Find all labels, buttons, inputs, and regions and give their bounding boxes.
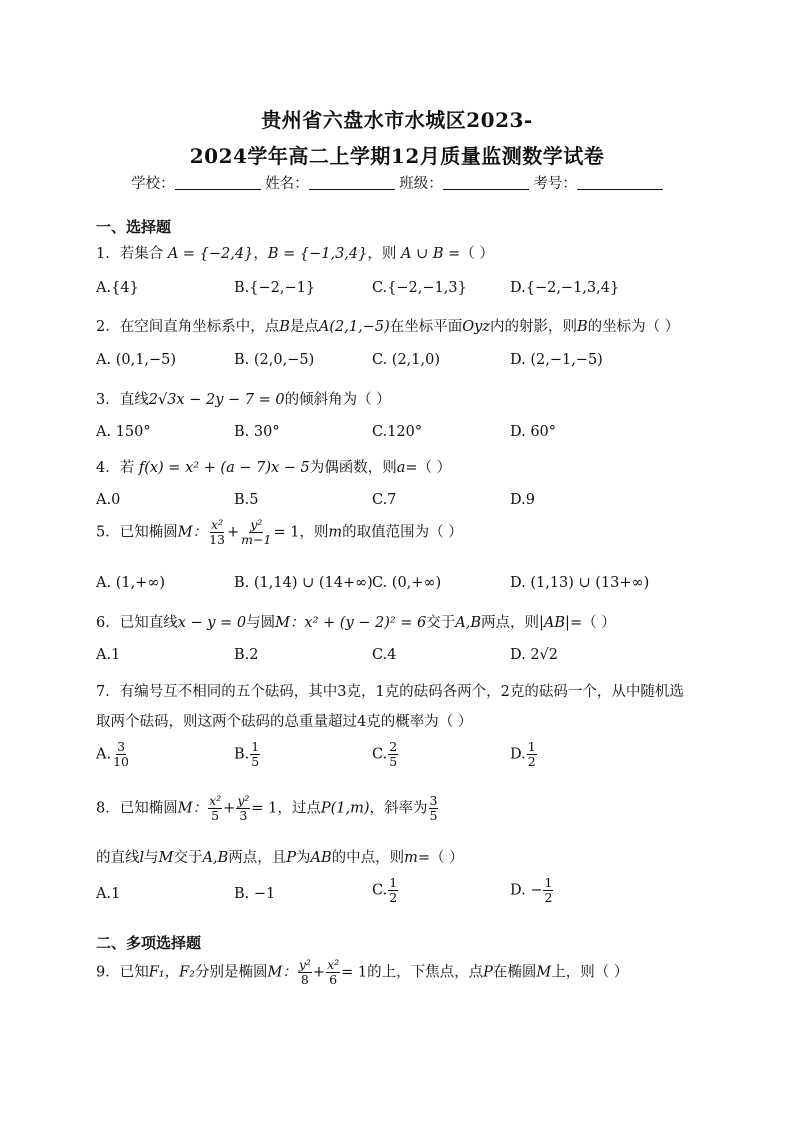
q9-end: 上，则（ ）: [551, 964, 629, 981]
q8-line-l: l: [139, 850, 145, 866]
q8-d-fraction: [543, 876, 553, 905]
question-1: [96, 242, 494, 263]
q2-option-b[interactable]: [234, 352, 314, 368]
exam-no-label: 考号：: [533, 176, 577, 192]
q9-foci: F₁，F₂: [148, 964, 195, 981]
q5-option-c[interactable]: [372, 575, 441, 591]
q6-d-value: 2√2: [530, 647, 559, 663]
class-blank[interactable]: [443, 189, 529, 190]
question-3: [96, 388, 391, 409]
q8-option-a[interactable]: A.1: [96, 886, 121, 902]
q5-a-value: (1,+∞): [115, 575, 166, 591]
q3-option-a[interactable]: [96, 424, 151, 440]
q7-a-den: 10: [113, 754, 129, 769]
q1-b-value: {−2,−1}: [249, 280, 316, 296]
question-9: [96, 958, 628, 987]
q7-option-b[interactable]: [234, 740, 261, 769]
title-line-1: 贵州省六盘水市水城区2023-: [261, 108, 533, 132]
question-6: [96, 611, 616, 632]
q4-end: =（ ）: [405, 460, 452, 476]
q8-stem: 8．已知椭圆: [96, 800, 178, 817]
q8-k-den: 5: [429, 808, 438, 823]
q7-a-num: 3: [117, 739, 126, 754]
q5-f2-den: m−1: [241, 532, 272, 547]
q7-d-label: D.: [510, 746, 526, 763]
q7-b-fraction: [250, 740, 260, 769]
q2-d-label: D.: [510, 352, 526, 368]
q3-b-value: 30°: [253, 424, 280, 440]
q1-c-label: C.: [372, 280, 388, 296]
q7-b-label: B.: [234, 746, 250, 763]
q8-f1-den: 5: [211, 808, 220, 823]
question-8-line-2: [96, 846, 464, 867]
q6-points: A,B: [455, 615, 482, 631]
q3-d-value: 60°: [530, 424, 557, 440]
q6-stem: 6．已知直线: [96, 615, 178, 631]
q2-option-a[interactable]: [96, 352, 176, 368]
q7-d-den: 2: [527, 754, 536, 769]
q3-a-value: 150°: [115, 424, 151, 440]
q8-c-den: 2: [389, 890, 398, 905]
q8-mid1: ，过点: [277, 800, 321, 817]
title-line-2: 2024学年高二上学期12月质量监测数学试卷: [189, 144, 605, 168]
q9-f2-den: 6: [329, 972, 338, 987]
q5-d-label: D.: [510, 575, 526, 591]
q1-expr: A ∪ B: [400, 246, 444, 262]
question-8-line-1: [96, 794, 439, 823]
q2-var-b2: B: [576, 319, 588, 335]
school-blank[interactable]: [175, 189, 261, 190]
q9-f1-den: 8: [300, 972, 309, 987]
q1-b-label: B.: [234, 280, 250, 296]
q4-option-c[interactable]: C.7: [372, 492, 397, 508]
q8-c-label: C.: [372, 882, 388, 899]
q5-option-a[interactable]: [96, 575, 165, 591]
q7-d-num: 1: [527, 739, 536, 754]
q5-end: 的取值范围为（ ）: [342, 524, 463, 541]
student-info-line: [0, 172, 794, 193]
q9-mid2: 的上，下焦点，点: [367, 964, 484, 981]
q1-end: =（ ）: [448, 246, 494, 262]
q1-a-value: {4}: [111, 280, 139, 296]
exam-no-blank[interactable]: [577, 189, 663, 190]
q2-a-label: A.: [96, 352, 112, 368]
q5-stem: 5．已知椭圆: [96, 524, 178, 541]
q8-p: P: [286, 850, 297, 866]
q7-a-fraction: [112, 740, 130, 769]
q8-ab2: AB: [310, 850, 332, 866]
q8-d-num: 1: [544, 875, 553, 890]
q7-c-den: 5: [389, 754, 398, 769]
name-label: 姓名：: [265, 176, 309, 192]
q8-d-den: 2: [544, 890, 553, 905]
q8-d-label: D.: [510, 882, 526, 899]
q9-mid3: 在椭圆: [492, 964, 537, 981]
q3-stem: 3．直线: [96, 392, 149, 408]
q3-option-c[interactable]: [372, 424, 422, 440]
q5-eq: = 1: [273, 524, 300, 541]
q8-fraction-1: [208, 794, 222, 823]
q8-f2-num: y²: [237, 793, 250, 808]
q9-fraction-2: [326, 958, 340, 987]
q8-l2-f: 的中点，则: [331, 850, 405, 866]
q4-mid: 为偶函数，则: [309, 460, 397, 476]
q9-f2-num: x²: [327, 957, 340, 972]
q8-f2-den: 3: [239, 808, 248, 823]
q4-var: a: [396, 460, 406, 476]
q2-option-c[interactable]: [372, 352, 440, 368]
q9-stem: 9．已知: [96, 964, 149, 981]
q8-option-c[interactable]: [372, 876, 399, 905]
q5-m: M：: [177, 524, 208, 541]
q1-option-d[interactable]: [510, 280, 619, 296]
q3-option-d[interactable]: [510, 424, 556, 440]
q2-c-value: (2,1,0): [391, 352, 441, 368]
q1-option-b[interactable]: [234, 280, 315, 296]
q8-fraction-2: [236, 794, 250, 823]
q9-eq: = 1: [341, 964, 368, 981]
q3-a-label: A.: [96, 424, 112, 440]
q8-l2-b: 与: [144, 850, 159, 866]
q8-l2-a: 的直线: [96, 850, 140, 866]
question-4: [96, 456, 451, 477]
q9-mid1: 分别是椭圆: [194, 964, 268, 981]
q1-option-a[interactable]: [96, 280, 139, 296]
q5-plus: +: [227, 524, 240, 541]
q8-eq: = 1: [251, 800, 278, 817]
q2-mid1: 是点: [289, 319, 319, 335]
question-7-line-1: 7．有编号互不相同的五个砝码，其中3克，1克的砝码各两个，2克的砝码一个，从中随机选: [96, 684, 684, 700]
q5-option-d[interactable]: [510, 575, 649, 591]
q6-mid2: 交于: [426, 615, 456, 631]
q5-option-b[interactable]: [234, 575, 373, 591]
q9-p: P: [483, 964, 493, 981]
q8-l2-e: 为: [296, 850, 311, 866]
q7-option-c[interactable]: [372, 740, 399, 769]
q8-b-value: −1: [253, 886, 276, 902]
q2-var-b: B: [279, 319, 290, 335]
q7-option-a[interactable]: [96, 740, 131, 769]
q7-c-fraction: [388, 740, 398, 769]
name-blank[interactable]: [309, 189, 395, 190]
q8-option-d[interactable]: [510, 876, 554, 905]
q4-option-a[interactable]: A.0: [96, 492, 121, 508]
q9-m2: M: [536, 964, 552, 981]
question-2: [96, 315, 679, 336]
q5-b-label: B.: [234, 575, 250, 591]
q4-option-d[interactable]: D.9: [510, 492, 535, 508]
q1-ask: ，则: [367, 246, 397, 262]
q8-option-b[interactable]: [234, 886, 275, 902]
q6-option-a[interactable]: A.1: [96, 647, 121, 663]
q1-option-c[interactable]: [372, 280, 467, 296]
q6-option-b[interactable]: B.2: [234, 647, 259, 663]
q5-mid: ，则: [299, 524, 329, 541]
q8-l2-c: 交于: [173, 850, 203, 866]
q7-option-d[interactable]: [510, 740, 538, 769]
q5-var: m: [328, 524, 343, 541]
q9-f1-num: y²: [298, 957, 311, 972]
q6-ab: |AB|: [539, 615, 570, 631]
q5-c-label: C.: [372, 575, 388, 591]
q8-plus: +: [223, 800, 236, 817]
q6-option-d[interactable]: [510, 647, 558, 663]
q5-f1-num: x²: [211, 517, 224, 532]
q3-end: 的倾斜角为（ ）: [284, 392, 391, 408]
q8-k-num: 3: [429, 793, 438, 808]
q5-f2-num: y²: [250, 517, 263, 532]
q8-m: M：: [177, 800, 208, 817]
q8-m2: M: [158, 850, 174, 866]
q9-plus: +: [312, 964, 326, 981]
q8-mid2: ，斜率为: [369, 800, 428, 817]
q3-equation: 2√3x − 2y − 7 = 0: [148, 392, 285, 408]
q2-d-value: (2,−1,−5): [530, 352, 603, 368]
q5-fraction-1: [208, 518, 226, 547]
q8-f1-num: x²: [209, 793, 222, 808]
q1-set-b: B = {−1,3,4}: [267, 246, 368, 262]
q6-mid3: 两点，则: [481, 615, 540, 631]
q6-circle: M：x² + (y − 2)² = 6: [275, 615, 427, 631]
q2-end: 的坐标为（ ）: [587, 319, 680, 335]
q2-stem: 2．在空间直角坐标系中，点: [96, 319, 280, 335]
q2-c-label: C.: [372, 352, 388, 368]
q3-c-label: C.: [372, 424, 388, 440]
school-label: 学校：: [131, 176, 175, 192]
q7-c-label: C.: [372, 746, 388, 763]
section-heading-multi-choice: 二、多项选择题: [96, 934, 202, 952]
q2-mid3: 内的射影，则: [489, 319, 577, 335]
q2-a-value: (0,1,−5): [115, 352, 177, 368]
q2-option-d[interactable]: [510, 352, 603, 368]
q4-function: f(x) = x² + (a − 7)x − 5: [138, 460, 310, 476]
q7-d-fraction: [527, 740, 537, 769]
q8-end: =（ ）: [417, 850, 464, 866]
q1-d-label: D.: [510, 280, 526, 296]
q8-l2-d: 两点，且: [228, 850, 287, 866]
q7-b-num: 1: [251, 739, 260, 754]
q2-b-value: (2,0,−5): [253, 352, 315, 368]
question-7-line-2: 取两个砝码，则这两个砝码的总重量超过4克的概率为（ ）: [96, 714, 473, 730]
q6-line: x − y = 0: [177, 615, 247, 631]
q8-b-label: B.: [234, 886, 250, 902]
q3-c-value: 120°: [387, 424, 423, 440]
q7-c-num: 2: [389, 739, 398, 754]
q1-stem: 1．若集合: [96, 246, 164, 262]
q6-end: =（ ）: [569, 615, 616, 631]
q8-var-m: m: [404, 850, 418, 866]
q5-b-value: (1,14) ∪ (14+∞): [253, 575, 373, 591]
q2-plane: Oyz: [462, 319, 490, 335]
q6-option-c[interactable]: C.4: [372, 647, 397, 663]
q4-option-b[interactable]: B.5: [234, 492, 259, 508]
q2-mid2: 在坐标平面: [389, 319, 463, 335]
q6-mid1: 与圆: [246, 615, 276, 631]
q3-b-label: B.: [234, 424, 250, 440]
q5-d-value: (1,13) ∪ (13+∞): [530, 575, 650, 591]
q8-c-fraction: [388, 876, 398, 905]
q6-d-label: D.: [510, 647, 526, 663]
q3-d-label: D.: [510, 424, 526, 440]
q4-stem: 4．若: [96, 460, 135, 476]
q5-f1-den: 13: [209, 532, 225, 547]
q8-c-num: 1: [389, 875, 398, 890]
q2-b-label: B.: [234, 352, 250, 368]
q3-option-b[interactable]: [234, 424, 280, 440]
q1-a-label: A.: [96, 280, 112, 296]
question-5: [96, 518, 463, 547]
q2-point-a: A(2,1,−5): [318, 319, 390, 335]
q8-d-minus: −: [530, 882, 543, 899]
q8-point: P(1,m): [320, 800, 370, 817]
q7-a-label: A.: [96, 746, 112, 763]
class-label: 班级：: [399, 176, 443, 192]
q8-slope-fraction: [429, 794, 439, 823]
q1-set-a: A = {−2,4}: [167, 246, 254, 262]
section-heading-choice: 一、选择题: [96, 218, 172, 236]
q9-fraction-1: [298, 958, 312, 987]
q1-d-value: {−2,−1,3,4}: [525, 280, 620, 296]
q5-c-value: (0,+∞): [391, 575, 442, 591]
q1-c-value: {−2,−1,3}: [387, 280, 467, 296]
q7-b-den: 5: [251, 754, 260, 769]
q5-fraction-2: [240, 518, 272, 547]
q9-m: M：: [267, 964, 297, 981]
q1-comma: ，: [253, 246, 268, 262]
q8-ab: A,B: [202, 850, 229, 866]
q5-a-label: A.: [96, 575, 112, 591]
